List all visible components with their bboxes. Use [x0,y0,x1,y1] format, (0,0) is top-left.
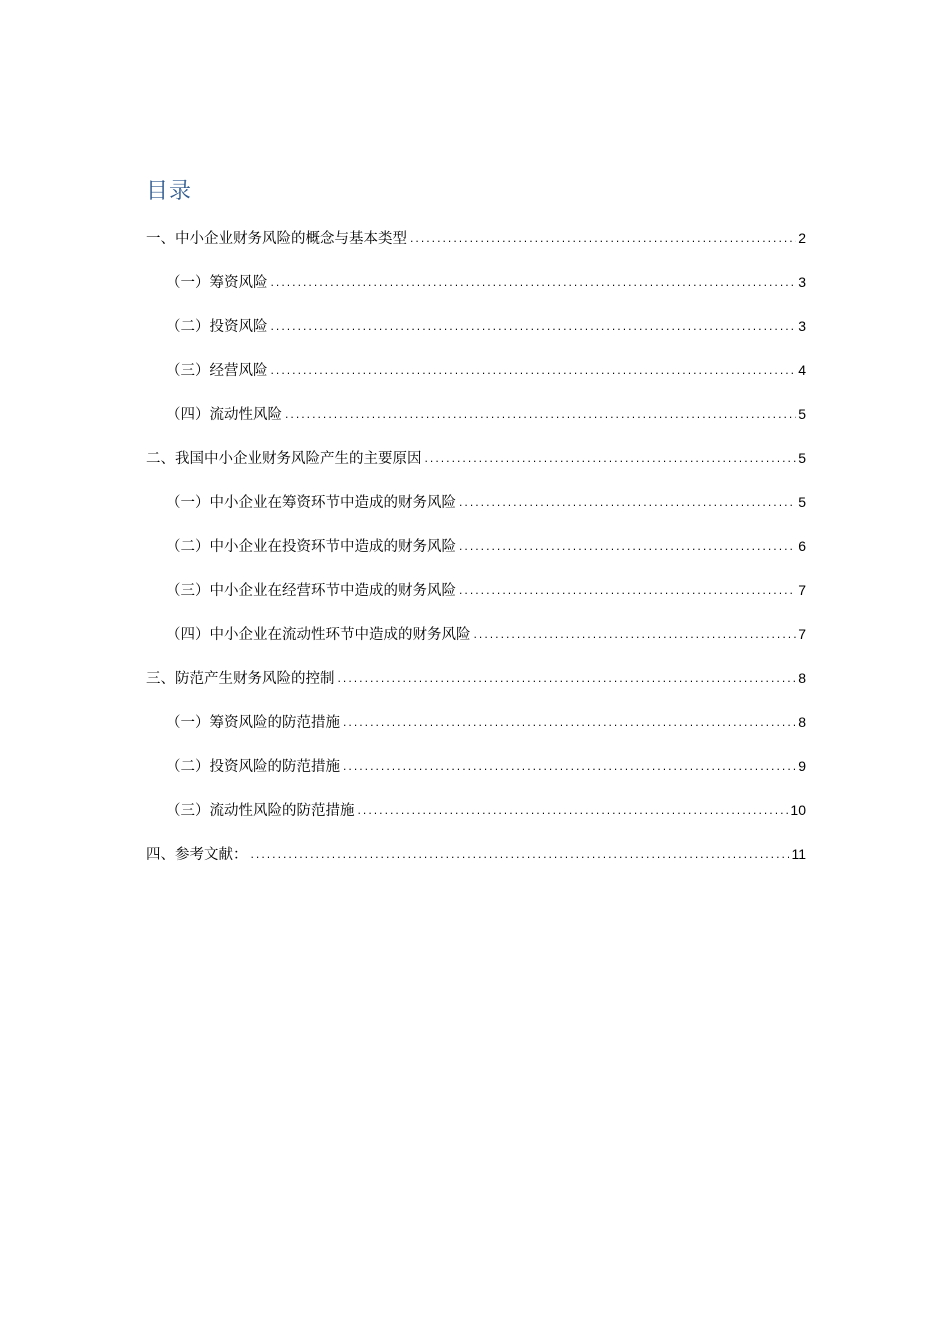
toc-entry-label: （二）中小企业在投资环节中造成的财务风险 [166,539,456,555]
toc-entry[interactable] [146,270,806,314]
toc-entry-label: （四）流动性风险 [166,407,282,423]
toc-entry-page: 3 [798,318,806,334]
toc-entry-label: 一、中小企业财务风险的概念与基本类型 [146,231,407,247]
toc-entry-page: 10 [790,802,806,818]
toc-leader-dots [473,624,797,648]
toc-entry-page: 11 [791,846,806,862]
toc-entry-label: （二）投资风险的防范措施 [166,759,340,775]
toc-entry-label: （四）中小企业在流动性环节中造成的财务风险 [166,627,471,643]
toc-leader-dots [458,492,796,516]
toc-entry[interactable] [146,226,806,270]
toc-entry-page: 9 [798,758,806,774]
toc-leader-dots [270,272,797,296]
toc-entry[interactable] [146,798,806,842]
toc-leader-dots [337,668,797,692]
toc-entry-page: 8 [798,714,806,730]
toc-list [146,226,806,886]
toc-leader-dots [424,448,797,472]
toc-entry-label: （二）投资风险 [166,319,268,335]
toc-leader-dots [342,756,796,780]
toc-leader-dots [270,316,797,340]
toc-entry[interactable] [146,578,806,622]
toc-entry[interactable] [146,358,806,402]
toc-entry-page: 2 [798,230,806,246]
toc-entry-label: 四、参考文献： [146,847,248,863]
toc-entry[interactable] [146,622,806,666]
toc-entry-page: 4 [798,362,806,378]
toc-entry-page: 7 [798,626,806,642]
toc-entry-label: （三）流动性风险的防范措施 [166,803,355,819]
toc-leader-dots [270,360,797,384]
toc-entry[interactable] [146,710,806,754]
toc-entry-label: 三、防范产生财务风险的控制 [146,671,335,687]
toc-leader-dots [357,800,789,824]
toc-leader-dots [409,228,796,252]
toc-title: 目录 [146,179,193,204]
toc-leader-dots [250,844,790,868]
toc-leader-dots [458,536,796,560]
toc-entry[interactable] [146,534,806,578]
toc-entry-label: （三）经营风险 [166,363,268,379]
toc-entry-page: 8 [798,670,806,686]
toc-entry[interactable] [146,446,806,490]
toc-entry[interactable] [146,490,806,534]
toc-entry-label: （一）筹资风险 [166,275,268,291]
toc-entry[interactable] [146,842,806,886]
toc-entry-page: 5 [798,450,806,466]
toc-entry-page: 5 [798,494,806,510]
toc-entry-page: 7 [798,582,806,598]
toc-entry[interactable] [146,666,806,710]
toc-entry-page: 6 [798,538,806,554]
toc-entry-label: （一）筹资风险的防范措施 [166,715,340,731]
toc-entry[interactable] [146,402,806,446]
toc-leader-dots [458,580,796,604]
toc-entry-label: 二、我国中小企业财务风险产生的主要原因 [146,451,422,467]
toc-entry-page: 5 [798,406,806,422]
toc-entry-label: （一）中小企业在筹资环节中造成的财务风险 [166,495,456,511]
toc-entry-label: （三）中小企业在经营环节中造成的财务风险 [166,583,456,599]
toc-entry-page: 3 [798,274,806,290]
toc-leader-dots [284,404,796,428]
toc-entry[interactable] [146,754,806,798]
toc-leader-dots [342,712,796,736]
toc-entry[interactable] [146,314,806,358]
